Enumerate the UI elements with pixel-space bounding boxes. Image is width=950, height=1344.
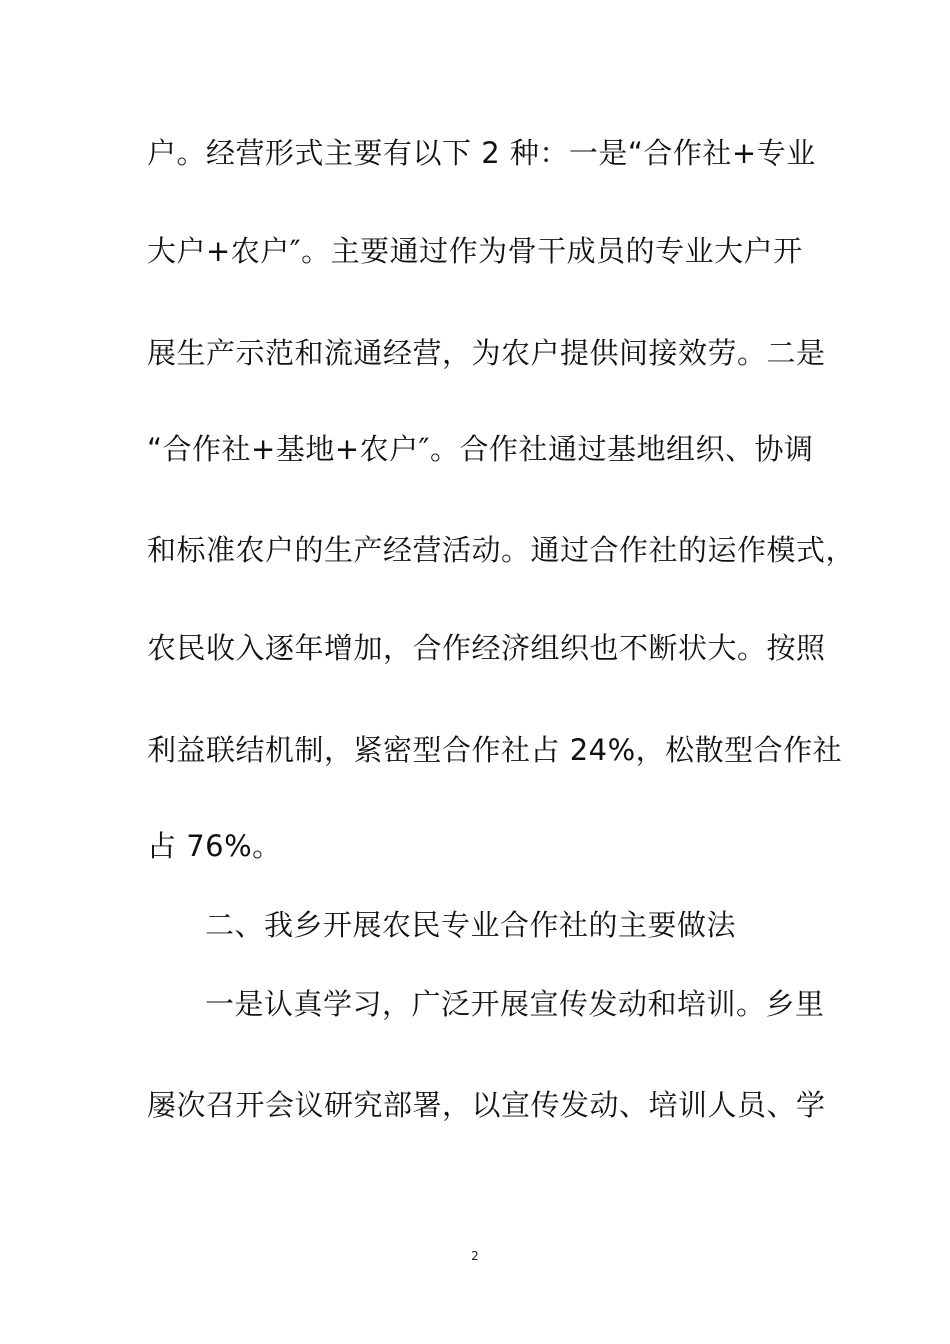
- paragraph-line: 户。经营形式主要有以下 2 种：一是“合作社+专业: [147, 136, 816, 170]
- section-heading: 二、我乡开展农民专业合作社的主要做法: [205, 908, 737, 942]
- paragraph-line: 屡次召开会议研究部署，以宣传发动、培训人员、学: [147, 1088, 826, 1122]
- paragraph-line: 占 76%。: [147, 829, 282, 863]
- paragraph-line: 一是认真学习，广泛开展宣传发动和培训。乡里: [205, 987, 825, 1021]
- paragraph-line: 大户+农户″。主要通过作为骨干成员的专业大户开: [147, 234, 803, 268]
- paragraph-line: 农民收入逐年增加，合作经济组织也不断状大。按照: [147, 631, 826, 665]
- paragraph-line: 展生产示范和流通经营，为农户提供间接效劳。二是: [147, 336, 826, 370]
- paragraph-line: 和标准农户的生产经营活动。通过合作社的运作模式，: [147, 533, 856, 567]
- paragraph-line: 利益联结机制，紧密型合作社占 24%，松散型合作社: [147, 733, 843, 767]
- paragraph-line: “合作社+基地+农户″。合作社通过基地组织、协调: [147, 432, 814, 466]
- page-number: 2: [471, 1249, 479, 1263]
